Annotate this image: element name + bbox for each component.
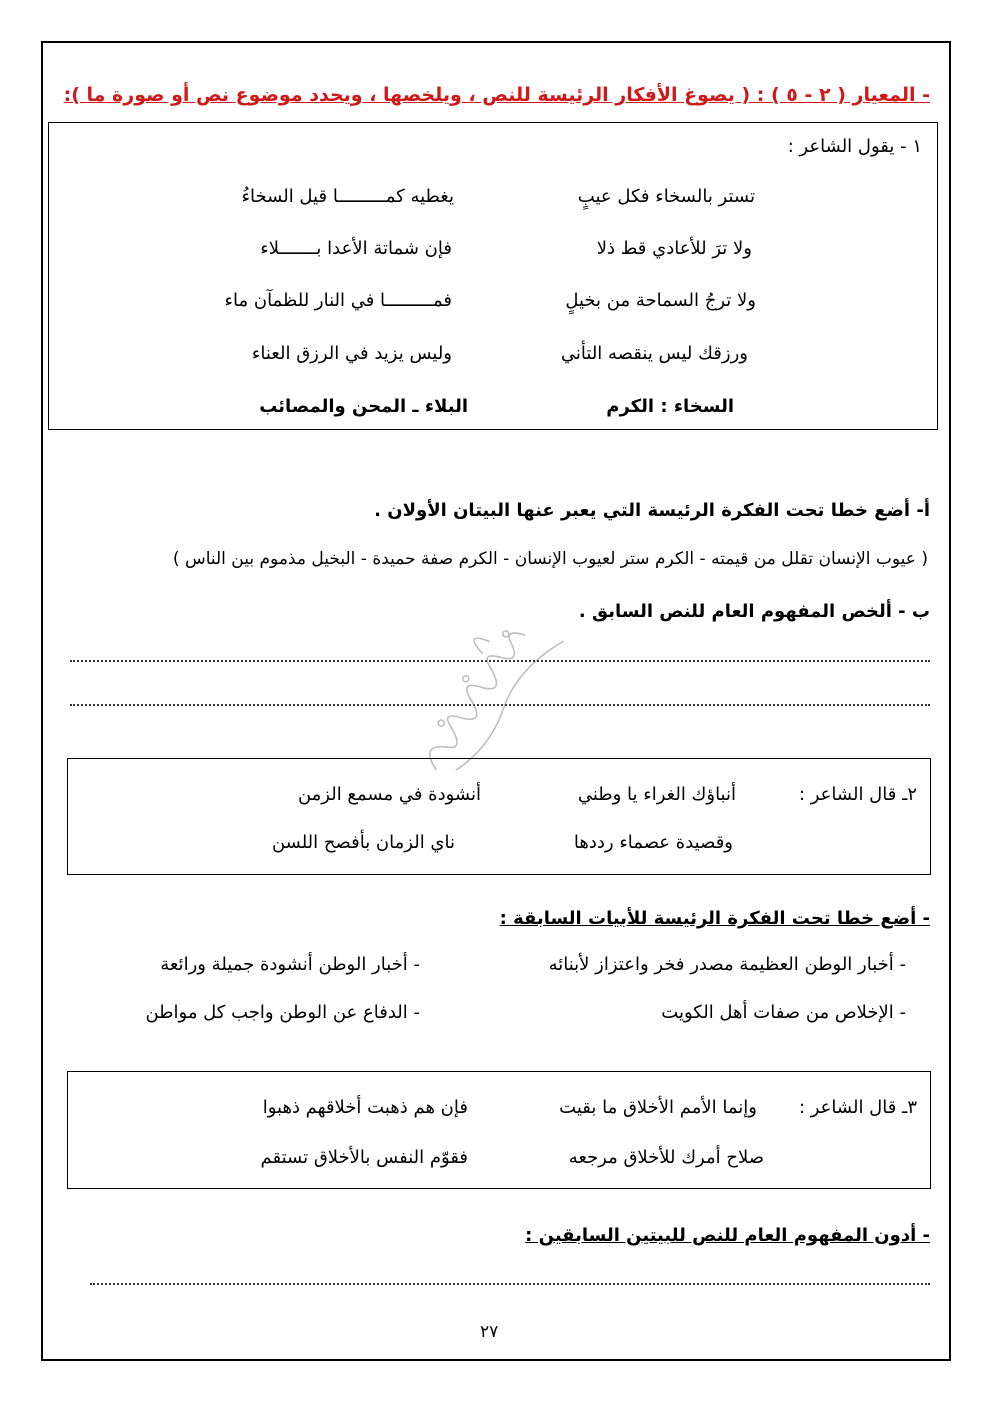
vocab-right: السخاء : الكرم <box>606 396 734 417</box>
poem1-verse3-left: فمـــــــــا في النار للظمآن ماء <box>224 290 452 311</box>
poem2-verse2-left: ناي الزمان بأفصح اللسن <box>271 832 455 853</box>
poem2-verse1-right: أنباؤك الغراء يا وطني <box>577 784 736 805</box>
poem3-verse1-left: فإن هم ذهبت أخلاقهم ذهبوا <box>262 1097 468 1118</box>
poem3-verse2-left: فقوّم النفس بالأخلاق تستقم <box>260 1147 468 1168</box>
poem2-option-4[interactable]: - الدفاع عن الوطن واجب كل مواطن <box>145 1002 420 1023</box>
answer-line-2[interactable] <box>70 704 930 706</box>
answer-line-3[interactable] <box>90 1283 930 1285</box>
poem3-question: - أدون المفهوم العام للنص للبيتين السابقين : <box>525 1225 930 1246</box>
question-a-options: ( عيوب الإنسان تقلل من قيمته - الكرم ستر لعيوب الإنسان - الكرم صفة حميدة - البخيل مذموم بين الناس ) <box>172 549 928 569</box>
poem2-option-3[interactable]: - الإخلاص من صفات أهل الكويت <box>661 1002 906 1023</box>
poem-box-3 <box>67 1071 931 1189</box>
poem2-question: - أضع خطا تحت الفكرة الرئيسة للأبيات السابقة : <box>499 908 930 929</box>
question-b: ب - ألخص المفهوم العام للنص السابق . <box>578 601 930 622</box>
poem3-verse2-right: صلاح أمرك للأخلاق مرجعه <box>568 1147 764 1168</box>
poem1-verse4-right: ورزقك ليس ينقصه التأني <box>560 343 748 364</box>
page-number: ٢٧ <box>480 1322 499 1342</box>
poem2-option-2[interactable]: - أخبار الوطن أنشودة جميلة ورائعة <box>160 954 420 975</box>
poem3-intro: ٣ـ قال الشاعر : <box>798 1097 917 1118</box>
poem1-verse2-left: فإن شماتة الأعدا بـــــــلاء <box>260 238 452 259</box>
poem3-verse1-right: وإنما الأمم الأخلاق ما بقيت <box>559 1097 757 1118</box>
poem2-verse1-left: أنشودة في مسمع الزمن <box>297 784 481 805</box>
poem1-verse4-left: وليس يزيد في الرزق العناء <box>251 343 452 364</box>
poem2-intro: ٢ـ قال الشاعر : <box>798 784 917 805</box>
poem1-verse3-right: ولا ترجُ السماحة من بخيلٍ <box>565 290 756 311</box>
answer-line-1[interactable] <box>70 660 930 662</box>
poem-box-2 <box>67 758 931 875</box>
poem1-verse2-right: ولا ترَ للأعادي قط ذلا <box>596 238 752 259</box>
poem1-intro: ١ - يقول الشاعر : <box>787 136 922 157</box>
poem2-option-1[interactable]: - أخبار الوطن العظيمة مصدر فخر واعتزاز لأبنائه <box>548 954 906 975</box>
poem-box-1 <box>48 122 938 430</box>
poem1-verse1-right: تستر بالسخاء فكل عيبٍ <box>577 186 755 207</box>
criterion-heading: - المعيار ( ٢ - ٥ ) : ( يصوغ الأفكار الرئيسة للنص ، ويلخصها ، ويحدد موضوع نص أو صورة ما ): <box>63 84 930 106</box>
poem1-verse1-left: يغطيه كمـــــــــا قيل السخاءُ <box>241 186 454 207</box>
vocab-left: البلاء ـ المحن والمصائب <box>259 396 468 417</box>
poem2-verse2-right: وقصيدة عصماء رددها <box>573 832 733 853</box>
question-a: أ- أضع خطا تحت الفكرة الرئيسة التي يعبر عنها البيتان الأولان . <box>374 500 930 521</box>
